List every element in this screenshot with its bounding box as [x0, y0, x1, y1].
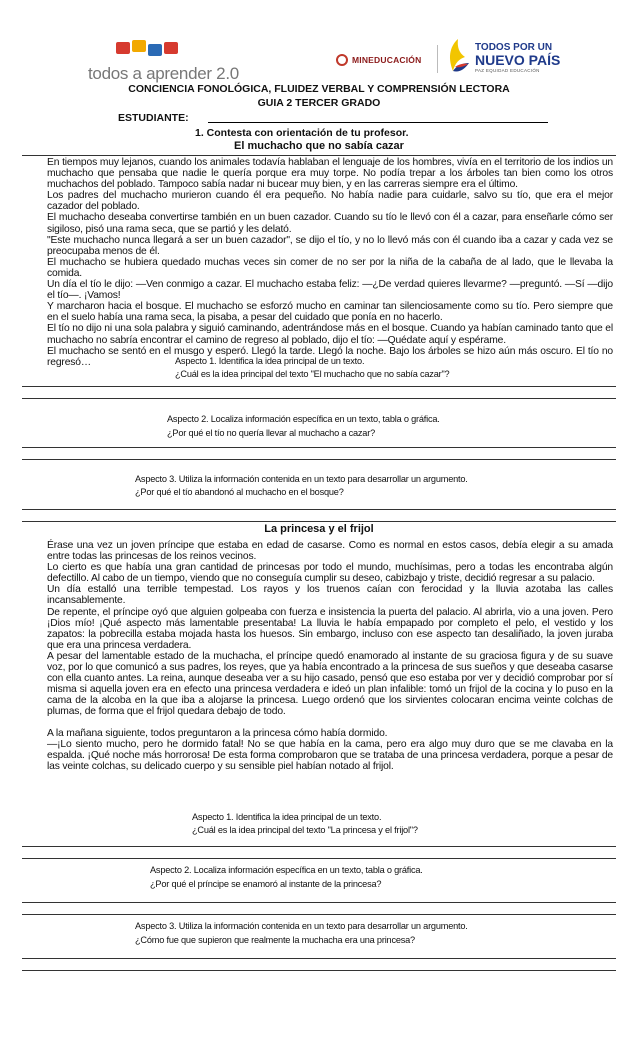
story1-text [47, 157, 613, 368]
logo-divider [437, 45, 438, 73]
answer-line[interactable] [22, 914, 616, 915]
logo-right-line1: TODOS POR UN [475, 42, 553, 53]
answer-line[interactable] [22, 447, 616, 448]
story2-q2-aspect: Aspecto 2. Localiza información específica en un texto, tabla o gráfica. [150, 865, 423, 875]
story2-paragraph: A la mañana siguiente, todos preguntaron a la princesa cómo había dormido. [47, 727, 388, 739]
logo-square-red-2 [164, 42, 178, 54]
answer-line[interactable] [22, 521, 616, 522]
logo-square-red [116, 42, 130, 54]
logo-square-yellow [132, 40, 146, 52]
student-label: ESTUDIANTE: [118, 112, 189, 124]
answer-line[interactable] [22, 459, 616, 460]
story1-paragraph: "Este muchacho nunca llegará a ser un buen cazador", se dijo el tío, y no lo llevó más con él cuando iba a cazar y cada vez se preocupaba menos de él. [47, 234, 613, 257]
story2-q1-question: ¿Cuál es la idea principal del texto "La princesa y el frijol"? [192, 825, 418, 835]
story2-title: La princesa y el frijol [264, 523, 374, 535]
story2-q3-aspect: Aspecto 3. Utiliza la información contenida en un texto para desarrollar un argumento. [135, 921, 468, 931]
logo-right-line2: NUEVO PAÍS [475, 52, 561, 68]
logo-square-blue [148, 44, 162, 56]
story2-paragraph: —¡Lo siento mucho, pero he dormido fatal! No se que había en la cama, pero era algo muy duro que se me clavaba en la espalda. ¡Qué noche más horrorosa! De esta forma comprobaron que se trataba de una princesa verdadera, porque a pesar de las veinte colchas, su delicado cuerpo y su sensible piel habían notado al frijol. [47, 738, 613, 772]
story2-q2-question: ¿Por qué el príncipe se enamoró al instante de la princesa? [150, 879, 382, 889]
story1-q1-aspect: Aspecto 1. Identifica la idea principal de un texto. [175, 356, 365, 366]
story1-q3-aspect: Aspecto 3. Utiliza la información contenida en un texto para desarrollar un argumento. [135, 474, 468, 484]
logo-left-text: todos a aprender 2.0 [88, 64, 239, 83]
story2-q1-aspect: Aspecto 1. Identifica la idea principal de un texto. [192, 812, 382, 822]
story1-q2-question: ¿Por qué el tío no quería llevar al muchacho a cazar? [167, 428, 375, 438]
story2-paragraph: De repente, el príncipe oyó que alguien golpeaba con fuerza e insistencia la puerta del palacio. Al abrirla, vio a una joven. Pero ¡Dios mío! ¡Qué aspecto más lamentable presentaba! La lluvia le había empapado por completo el pelo, el vestido y los zapatos: la pobrecilla estaba mojada hasta los huesos. Sin embargo, incluso con ese aspecto tan desaliñado, la joven juraba que era una princesa verdadera. [47, 606, 613, 651]
answer-line[interactable] [22, 858, 616, 859]
logo-right-line3: PAZ EQUIDAD EDUCACIÓN [475, 68, 540, 73]
story1-paragraph: El muchacho deseaba convertirse también en un buen cazador. Cuando su tío le llevó con él a cazar, para enseñarle cómo ser sigiloso, pisó una rama seca, que se partió y les delató. [47, 212, 613, 235]
answer-line[interactable] [22, 386, 616, 387]
story1-paragraph: El muchacho se hubiera quedado muchas veces sin comer de no ser por la niña de la cabaña de al lado, que le llevaba la comida. [47, 256, 613, 279]
mineducacion-text: MINEDUCACIÓN [352, 55, 422, 65]
document-title: CONCIENCIA FONOLÓGICA, FLUIDEZ VERBAL Y COMPRENSIÓN LECTORA [128, 83, 510, 95]
answer-line[interactable] [22, 970, 616, 971]
story1-q2-aspect: Aspecto 2. Localiza información específica en un texto, tabla o gráfica. [167, 414, 440, 424]
story1-q3-question: ¿Por qué el tío abandonó al muchacho en el bosque? [135, 487, 344, 497]
story1-paragraph: Y marcharon hacia el bosque. El muchacho se esforzó mucho en caminar tan silenciosamente como su tío. Pero siempre que en el suelo había una rama seca, la pisaba, a pesar del cuidado que ponía en no hacerlo. [47, 301, 613, 324]
story2-text [47, 540, 613, 772]
student-name-field[interactable] [208, 122, 548, 123]
divider [22, 155, 616, 156]
answer-line[interactable] [22, 509, 616, 510]
answer-line[interactable] [22, 846, 616, 847]
story2-paragraph: Lo cierto es que había una gran cantidad de princesas por todo el mundo, muchísimas, pero a todas les encontraba algún defectillo. Al cabo de un tiempo, viendo que no conseguía cumplir su deseo, cabizbajo y triste, decidió regresar a su palacio. [47, 562, 613, 585]
todos-por-un-nuevo-pais-logo [445, 37, 585, 79]
story2-paragraph: Un día estalló una terrible tempestad. Los rayos y los truenos caían con ferocidad y la lluvia azotaba las calles incansablemente. [47, 584, 613, 607]
story2-q3-question: ¿Cómo fue que supieron que realmente la muchacha era una princesa? [135, 935, 415, 945]
story1-paragraph: En tiempos muy lejanos, cuando los animales todavía hablaban el lenguaje de los hombres, vivía en el territorio de los indios un muchacho que pensaba que nadie le quería porque era muy torpe. No podía trepar a los árboles tan bien como los otros muchachos del poblado. Tampoco sabía nadar ni bucear muy bien, y en las carreras siempre era el último. [47, 157, 613, 191]
story2-paragraph: Érase una vez un joven príncipe que estaba en edad de casarse. Como es normal en estos casos, debía elegir a su amada entre todas las princesas de los reinos vecinos. [47, 540, 613, 563]
instruction: 1. Contesta con orientación de tu profesor. [195, 127, 409, 139]
story1-q1-question: ¿Cuál es la idea principal del texto "El muchacho que no sabía cazar"? [175, 369, 450, 379]
answer-line[interactable] [22, 398, 616, 399]
story1-title: El muchacho que no sabía cazar [234, 140, 404, 152]
mineducacion-logo [336, 52, 421, 68]
answer-line[interactable] [22, 902, 616, 903]
story2-paragraph: A pesar del lamentable estado de la muchacha, el príncipe quedó enamorado al instante de su graciosa figura y de su suave voz, por lo que comunicó a sus padres, los reyes, que ya había encontrado a la princesa de sus sueños y que deseaba casarse con ella cuanto antes. La reina, aunque deseaba ver a su hijo casado, pensó que eso estaba por ver y decidió comprobar por sí misma si aquella joven era en efecto una princesa verdadera e ideó un plan infalible: tomó un frijol de la cocina y lo puso en la cama de la alcoba en la que iba a alojarse la princesa. Luego ordenó que los sirvientes colocaran encima veinte colchas de plumas, de forma que el frijol quedara debajo de todo. [47, 650, 613, 718]
story1-paragraph: El muchacho se sentó en el musgo y esperó. Llegó la tarde. Llegó la noche. Bajo los árboles se hizo aún más oscuro. El tío no regresó… [47, 345, 613, 368]
flag-flame-icon [445, 37, 471, 75]
seal-icon [336, 54, 348, 66]
document-subtitle: GUIA 2 TERCER GRADO [257, 97, 381, 109]
story1-paragraph: Los padres del muchacho murieron cuando él era pequeño. No había nadie para cuidarle, salvo su tío, que era el mejor cazador del poblado. [47, 190, 613, 213]
story1-paragraph: Un día el tío le dijo: —Ven conmigo a cazar. El muchacho estaba feliz: —¿De verdad quieres llevarme? —preguntó. —Sí —dijo el tío—. ¡Vamos! [47, 279, 613, 302]
answer-line[interactable] [22, 958, 616, 959]
story1-paragraph: El tío no dijo ni una sola palabra y siguió caminando, adentrándose más en el bosque. Cuando ya habían caminado tanto que el muchacho no sabría encontrar el camino de regreso al poblado, dijo el tío: —Quédate aquí y espérame. [47, 323, 613, 346]
